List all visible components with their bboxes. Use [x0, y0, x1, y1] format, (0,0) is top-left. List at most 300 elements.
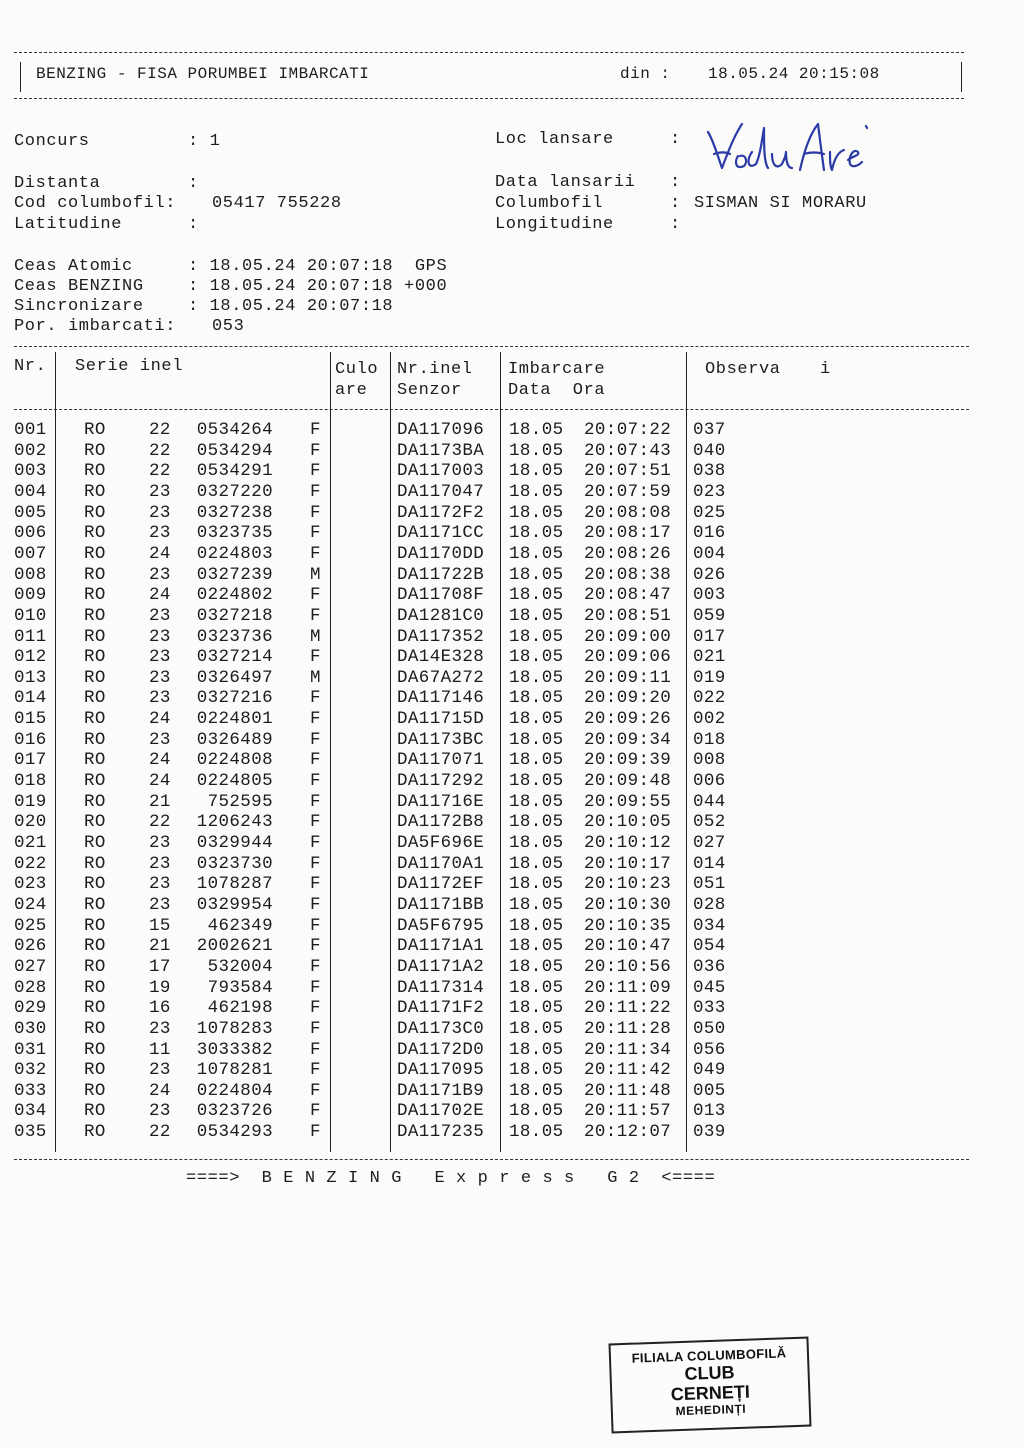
cell-obs: 027 — [693, 833, 726, 853]
cell-time: 20:09:11 — [584, 667, 672, 688]
cell-nr: 012 — [14, 647, 47, 668]
cell-obs: 019 — [693, 667, 726, 688]
cell-date: 18.05 — [509, 543, 564, 564]
cell-year: 23 — [149, 894, 171, 915]
cell-ring: 0329954 — [196, 894, 273, 915]
cell-series: RO — [84, 543, 106, 564]
cell-senzor: DA1173BA — [397, 440, 485, 461]
cell-nr: 029 — [14, 998, 47, 1019]
table-row — [0, 627, 1024, 648]
table-row — [0, 730, 1024, 751]
latitudine-label: Latitudine — [14, 215, 123, 234]
cell-obs: 022 — [693, 688, 726, 709]
cell-date: 18.05 — [509, 420, 564, 440]
cell-sex: F — [310, 998, 321, 1019]
cell-obs: 034 — [693, 915, 726, 936]
cell-obs: 054 — [693, 936, 726, 957]
cell-sex: M — [310, 626, 321, 647]
cell-senzor: DA117352 — [397, 626, 485, 647]
cell-series: RO — [84, 729, 106, 750]
cell-obs: 021 — [693, 647, 726, 668]
cell-ring: 0323730 — [196, 853, 273, 874]
porumbei-imbarcati-label: Por. imbarcati: — [14, 317, 177, 336]
data-lansarii-sep: : — [670, 173, 681, 192]
cell-sex: F — [310, 647, 321, 668]
cell-nr: 022 — [14, 853, 47, 874]
cell-time: 20:08:17 — [584, 523, 672, 544]
cell-series: RO — [84, 874, 106, 895]
cell-series: RO — [84, 936, 106, 957]
cell-date: 18.05 — [509, 977, 564, 998]
cell-ring: 1078287 — [196, 874, 273, 895]
cell-ring: 462349 — [207, 915, 273, 936]
cell-date: 18.05 — [509, 833, 564, 853]
cell-date: 18.05 — [509, 667, 564, 688]
cell-sex: F — [310, 605, 321, 626]
table-row — [0, 647, 1024, 668]
cell-time: 20:08:51 — [584, 605, 672, 626]
cell-ring: 0329944 — [196, 833, 273, 853]
cell-obs: 037 — [693, 420, 726, 440]
cell-time: 20:10:05 — [584, 812, 672, 833]
cell-senzor: DA117146 — [397, 688, 485, 709]
cell-series: RO — [84, 1122, 106, 1143]
ceas-benzing-label: Ceas BENZING — [14, 277, 144, 296]
cell-senzor: DA1171A2 — [397, 956, 485, 977]
cell-year: 24 — [149, 750, 171, 771]
cell-sex: F — [310, 729, 321, 750]
cell-year: 23 — [149, 502, 171, 523]
cell-date: 18.05 — [509, 894, 564, 915]
concurs-label: Concurs — [14, 132, 90, 151]
distanta-value: : — [188, 174, 199, 193]
cell-date: 18.05 — [509, 936, 564, 957]
cell-nr: 006 — [14, 523, 47, 544]
cell-time: 20:09:48 — [584, 771, 672, 792]
cell-senzor: DA1173BC — [397, 729, 485, 750]
cell-year: 22 — [149, 440, 171, 461]
cell-senzor: DA1173C0 — [397, 1018, 485, 1039]
cell-nr: 017 — [14, 750, 47, 771]
cell-year: 15 — [149, 915, 171, 936]
cell-year: 23 — [149, 688, 171, 709]
cell-obs: 049 — [693, 1060, 726, 1081]
loc-lansare-label: Loc lansare — [495, 130, 614, 149]
cell-sex: F — [310, 812, 321, 833]
din-label: din : — [620, 65, 671, 83]
cell-time: 20:07:43 — [584, 440, 672, 461]
cell-ring: 532004 — [207, 956, 273, 977]
cell-sex: F — [310, 956, 321, 977]
cell-time: 20:11:48 — [584, 1080, 672, 1101]
header-right-border — [961, 62, 962, 92]
cell-ring: 793584 — [207, 977, 273, 998]
cell-sex: F — [310, 420, 321, 440]
ceas-atomic-label: Ceas Atomic — [14, 257, 133, 276]
table-row — [0, 916, 1024, 937]
cell-sex: F — [310, 894, 321, 915]
cell-nr: 018 — [14, 771, 47, 792]
cell-series: RO — [84, 1039, 106, 1060]
ceas-atomic-value: : 18.05.24 20:07:18 GPS — [188, 257, 448, 276]
cell-senzor: DA1172D0 — [397, 1039, 485, 1060]
ceas-benzing-value: : 18.05.24 20:07:18 +000 — [188, 277, 448, 296]
header-left-border — [20, 62, 21, 92]
cell-ring: 0327214 — [196, 647, 273, 668]
cell-series: RO — [84, 853, 106, 874]
cell-year: 23 — [149, 1101, 171, 1122]
col-header-culoare-2: are — [335, 381, 368, 400]
columbofil-sep: : — [670, 194, 681, 213]
cell-sex: F — [310, 1101, 321, 1122]
cell-year: 24 — [149, 543, 171, 564]
col-header-nr: Nr. — [14, 357, 47, 376]
cell-ring: 3033382 — [196, 1039, 273, 1060]
table-row — [0, 874, 1024, 895]
cell-time: 20:11:57 — [584, 1101, 672, 1122]
cell-year: 23 — [149, 1060, 171, 1081]
cell-ring: 0323736 — [196, 626, 273, 647]
cell-obs: 003 — [693, 585, 726, 606]
cell-ring: 0534291 — [196, 461, 273, 482]
cell-sex: F — [310, 585, 321, 606]
table-row — [0, 1101, 1024, 1122]
cell-senzor: DA11722B — [397, 564, 485, 585]
cell-obs: 025 — [693, 502, 726, 523]
stamp-line-4: MEHEDINȚI — [675, 1401, 747, 1419]
cell-obs: 040 — [693, 440, 726, 461]
cell-senzor: DA1170A1 — [397, 853, 485, 874]
cell-date: 18.05 — [509, 750, 564, 771]
cell-nr: 028 — [14, 977, 47, 998]
cell-year: 22 — [149, 812, 171, 833]
cell-year: 21 — [149, 791, 171, 812]
cell-year: 19 — [149, 977, 171, 998]
cell-obs: 033 — [693, 998, 726, 1019]
cell-date: 18.05 — [509, 440, 564, 461]
cell-time: 20:08:47 — [584, 585, 672, 606]
cell-date: 18.05 — [509, 1060, 564, 1081]
cell-senzor: DA14E328 — [397, 647, 485, 668]
cell-ring: 0534293 — [196, 1122, 273, 1143]
cell-ring: 0327239 — [196, 564, 273, 585]
col-header-nrinel-2: Senzor — [397, 381, 462, 400]
stamp-line-2: CLUB — [684, 1362, 735, 1384]
table-row — [0, 1081, 1024, 1102]
cell-date: 18.05 — [509, 915, 564, 936]
cell-series: RO — [84, 915, 106, 936]
cell-time: 20:08:26 — [584, 543, 672, 564]
cell-time: 20:10:30 — [584, 894, 672, 915]
cell-sex: F — [310, 1122, 321, 1143]
cod-columbofil-value: 05417 755228 — [212, 194, 342, 213]
cell-ring: 1206243 — [196, 812, 273, 833]
table-row — [0, 1060, 1024, 1081]
header-top-border — [14, 52, 964, 53]
cell-senzor: DA117314 — [397, 977, 485, 998]
col-header-nrinel-1: Nr.inel — [397, 360, 473, 379]
table-row — [0, 606, 1024, 627]
table-bottom-rule — [14, 1159, 969, 1160]
cell-date: 18.05 — [509, 709, 564, 730]
cell-senzor: DA11715D — [397, 709, 485, 730]
cell-date: 18.05 — [509, 502, 564, 523]
cell-nr: 015 — [14, 709, 47, 730]
cell-year: 24 — [149, 585, 171, 606]
cell-time: 20:10:12 — [584, 833, 672, 853]
cell-obs: 045 — [693, 977, 726, 998]
cell-date: 18.05 — [509, 1101, 564, 1122]
cell-sex: F — [310, 771, 321, 792]
cell-year: 17 — [149, 956, 171, 977]
latitudine-value: : — [188, 215, 199, 234]
cell-sex: F — [310, 791, 321, 812]
table-row — [0, 709, 1024, 730]
cell-nr: 010 — [14, 605, 47, 626]
cell-time: 20:09:26 — [584, 709, 672, 730]
cell-series: RO — [84, 791, 106, 812]
cell-series: RO — [84, 605, 106, 626]
concurs-value: : 1 — [188, 132, 221, 151]
cell-year: 24 — [149, 709, 171, 730]
cell-senzor: DA1171F2 — [397, 998, 485, 1019]
cell-series: RO — [84, 647, 106, 668]
cell-year: 11 — [149, 1039, 171, 1060]
table-row — [0, 833, 1024, 854]
cell-date: 18.05 — [509, 688, 564, 709]
cell-sex: F — [310, 915, 321, 936]
cell-year: 24 — [149, 771, 171, 792]
table-top-rule — [14, 346, 969, 347]
cell-year: 23 — [149, 626, 171, 647]
cell-sex: F — [310, 1039, 321, 1060]
cell-date: 18.05 — [509, 998, 564, 1019]
cell-ring: 752595 — [207, 791, 273, 812]
cell-ring: 0326489 — [196, 729, 273, 750]
cell-sex: F — [310, 688, 321, 709]
cell-senzor: DA117047 — [397, 481, 485, 502]
cell-series: RO — [84, 771, 106, 792]
document-title: BENZING - FISA PORUMBEI IMBARCATI — [36, 65, 370, 83]
cell-time: 20:07:59 — [584, 481, 672, 502]
cell-date: 18.05 — [509, 1018, 564, 1039]
table-row — [0, 585, 1024, 606]
sincronizare-value: : 18.05.24 20:07:18 — [188, 297, 394, 316]
cell-date: 18.05 — [509, 956, 564, 977]
cell-nr: 007 — [14, 543, 47, 564]
cell-date: 18.05 — [509, 1122, 564, 1143]
cell-series: RO — [84, 585, 106, 606]
cell-nr: 014 — [14, 688, 47, 709]
cell-year: 23 — [149, 667, 171, 688]
cell-nr: 031 — [14, 1039, 47, 1060]
cell-ring: 1078283 — [196, 1018, 273, 1039]
cell-senzor: DA1171BB — [397, 894, 485, 915]
table-row — [0, 420, 1024, 441]
cell-obs: 051 — [693, 874, 726, 895]
cell-nr: 023 — [14, 874, 47, 895]
cell-senzor: DA1172B8 — [397, 812, 485, 833]
cell-series: RO — [84, 667, 106, 688]
cell-sex: F — [310, 833, 321, 853]
cell-nr: 009 — [14, 585, 47, 606]
table-row — [0, 544, 1024, 565]
cell-time: 20:07:51 — [584, 461, 672, 482]
cell-nr: 011 — [14, 626, 47, 647]
cell-obs: 023 — [693, 481, 726, 502]
cell-ring: 1078281 — [196, 1060, 273, 1081]
table-row — [0, 792, 1024, 813]
table-row — [0, 668, 1024, 689]
cell-senzor: DA11716E — [397, 791, 485, 812]
cell-obs: 004 — [693, 543, 726, 564]
cell-senzor: DA11708F — [397, 585, 485, 606]
cell-obs: 013 — [693, 1101, 726, 1122]
table-row — [0, 1019, 1024, 1040]
cell-year: 23 — [149, 647, 171, 668]
cell-nr: 021 — [14, 833, 47, 853]
cell-sex: F — [310, 440, 321, 461]
cell-series: RO — [84, 1060, 106, 1081]
cell-obs: 059 — [693, 605, 726, 626]
cell-series: RO — [84, 420, 106, 440]
longitudine-sep: : — [670, 215, 681, 234]
cell-senzor: DA5F696E — [397, 833, 485, 853]
cell-senzor: DA1172EF — [397, 874, 485, 895]
cell-obs: 006 — [693, 771, 726, 792]
table-row — [0, 957, 1024, 978]
cod-columbofil-label: Cod columbofil: — [14, 194, 177, 213]
cell-time: 20:11:22 — [584, 998, 672, 1019]
cell-time: 20:08:08 — [584, 502, 672, 523]
cell-nr: 033 — [14, 1080, 47, 1101]
table-row — [0, 482, 1024, 503]
cell-series: RO — [84, 626, 106, 647]
cell-obs: 038 — [693, 461, 726, 482]
cell-senzor: DA117096 — [397, 420, 485, 440]
sincronizare-label: Sincronizare — [14, 297, 144, 316]
cell-time: 20:08:38 — [584, 564, 672, 585]
cell-obs: 008 — [693, 750, 726, 771]
cell-ring: 0327218 — [196, 605, 273, 626]
columbofil-label: Columbofil — [495, 194, 604, 213]
cell-ring: 0224808 — [196, 750, 273, 771]
cell-series: RO — [84, 750, 106, 771]
cell-sex: F — [310, 709, 321, 730]
cell-nr: 025 — [14, 915, 47, 936]
cell-obs: 014 — [693, 853, 726, 874]
cell-year: 22 — [149, 1122, 171, 1143]
distanta-label: Distanta — [14, 174, 101, 193]
cell-year: 22 — [149, 461, 171, 482]
cell-ring: 0224802 — [196, 585, 273, 606]
cell-year: 21 — [149, 936, 171, 957]
cell-series: RO — [84, 440, 106, 461]
cell-date: 18.05 — [509, 585, 564, 606]
cell-ring: 0224803 — [196, 543, 273, 564]
cell-series: RO — [84, 481, 106, 502]
table-row — [0, 895, 1024, 916]
cell-obs: 039 — [693, 1122, 726, 1143]
cell-obs: 002 — [693, 709, 726, 730]
table-row — [0, 688, 1024, 709]
cell-time: 20:11:28 — [584, 1018, 672, 1039]
cell-sex: M — [310, 667, 321, 688]
cell-date: 18.05 — [509, 853, 564, 874]
table-row — [0, 565, 1024, 586]
cell-time: 20:10:23 — [584, 874, 672, 895]
header-bottom-border — [14, 98, 964, 99]
cell-year: 23 — [149, 605, 171, 626]
cell-sex: F — [310, 1080, 321, 1101]
cell-date: 18.05 — [509, 564, 564, 585]
col-header-serie: Serie inel — [75, 357, 184, 376]
cell-ring: 0224805 — [196, 771, 273, 792]
table-row — [0, 812, 1024, 833]
cell-sex: M — [310, 564, 321, 585]
cell-nr: 024 — [14, 894, 47, 915]
cell-senzor: DA1281C0 — [397, 605, 485, 626]
cell-senzor: DA1171CC — [397, 523, 485, 544]
cell-nr: 019 — [14, 791, 47, 812]
cell-date: 18.05 — [509, 626, 564, 647]
columbofil-value: SISMAN SI MORARU — [694, 194, 867, 213]
cell-ring: 0327220 — [196, 481, 273, 502]
cell-obs: 028 — [693, 894, 726, 915]
cell-ring: 462198 — [207, 998, 273, 1019]
cell-time: 20:09:39 — [584, 750, 672, 771]
longitudine-label: Longitudine — [495, 215, 614, 234]
cell-sex: F — [310, 750, 321, 771]
cell-series: RO — [84, 812, 106, 833]
cell-ring: 0534264 — [196, 420, 273, 440]
cell-senzor: DA1170DD — [397, 543, 485, 564]
cell-time: 20:10:56 — [584, 956, 672, 977]
cell-ring: 0224804 — [196, 1080, 273, 1101]
cell-year: 23 — [149, 874, 171, 895]
cell-obs: 036 — [693, 956, 726, 977]
cell-date: 18.05 — [509, 729, 564, 750]
loc-lansare-handwritten — [700, 112, 870, 182]
cell-senzor: DA5F6795 — [397, 915, 485, 936]
cell-year: 23 — [149, 1018, 171, 1039]
cell-obs: 052 — [693, 812, 726, 833]
club-stamp — [608, 1337, 811, 1434]
cell-date: 18.05 — [509, 771, 564, 792]
col-header-observatii-i: i — [820, 360, 831, 379]
cell-series: RO — [84, 956, 106, 977]
cell-year: 23 — [149, 833, 171, 853]
cell-senzor: DA117095 — [397, 1060, 485, 1081]
cell-ring: 0326497 — [196, 667, 273, 688]
cell-sex: F — [310, 461, 321, 482]
cell-year: 23 — [149, 481, 171, 502]
table-row — [0, 461, 1024, 482]
cell-time: 20:10:35 — [584, 915, 672, 936]
cell-sex: F — [310, 874, 321, 895]
cell-series: RO — [84, 523, 106, 544]
cell-time: 20:10:47 — [584, 936, 672, 957]
table-row — [0, 750, 1024, 771]
table-row — [0, 936, 1024, 957]
report-timestamp: 18.05.24 20:15:08 — [708, 65, 880, 83]
col-header-culoare-1: Culo — [335, 360, 379, 379]
cell-date: 18.05 — [509, 605, 564, 626]
table-row — [0, 1122, 1024, 1143]
cell-senzor: DA11702E — [397, 1101, 485, 1122]
cell-obs: 018 — [693, 729, 726, 750]
cell-sex: F — [310, 1018, 321, 1039]
